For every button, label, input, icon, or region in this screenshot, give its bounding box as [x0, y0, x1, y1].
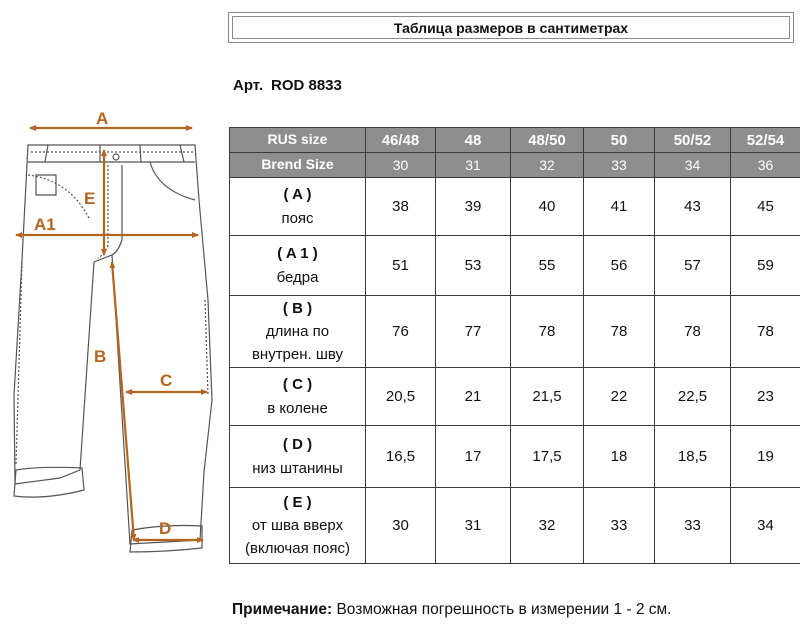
measure-desc: длина по	[265, 322, 330, 340]
value-cell: 57	[655, 236, 731, 296]
rus-size-cell: 50	[584, 128, 655, 153]
measure-desc: (включая пояс)	[245, 540, 350, 558]
measure-label	[230, 488, 366, 564]
brand-size-cell: 31	[436, 153, 511, 178]
value-cell: 18	[584, 426, 655, 488]
measure-desc: от шва вверх	[251, 516, 344, 534]
jeans-diagram	[0, 100, 225, 570]
rus-size-cell: 52/54	[731, 128, 800, 153]
value-cell: 78	[511, 296, 584, 368]
value-cell: 21,5	[511, 368, 584, 426]
value-cell: 78	[731, 296, 800, 368]
measure-code: ( A )	[283, 186, 312, 204]
value-cell: 16,5	[366, 426, 436, 488]
value-cell: 17	[436, 426, 511, 488]
value-cell: 76	[366, 296, 436, 368]
value-cell: 78	[655, 296, 731, 368]
note-label: Примечание:	[232, 601, 333, 618]
label-a: A	[96, 109, 109, 128]
value-cell: 77	[436, 296, 511, 368]
value-cell: 78	[584, 296, 655, 368]
jeans-outline	[14, 145, 212, 552]
value-cell: 17,5	[511, 426, 584, 488]
table-row	[230, 236, 800, 296]
value-cell: 43	[655, 178, 731, 236]
rus-size-cell: 46/48	[366, 128, 436, 153]
value-cell: 53	[436, 236, 511, 296]
table-row	[230, 368, 800, 426]
rus-size-cell: 50/52	[655, 128, 731, 153]
value-cell: 31	[436, 488, 511, 564]
measure-label	[230, 426, 366, 488]
rus-size-label: RUS size	[230, 128, 366, 153]
value-cell: 55	[511, 236, 584, 296]
table-row	[230, 296, 800, 368]
value-cell: 38	[366, 178, 436, 236]
value-cell: 40	[511, 178, 584, 236]
measure-code: ( A 1 )	[277, 245, 318, 263]
measure-desc: пояс	[281, 209, 314, 227]
value-cell: 21	[436, 368, 511, 426]
value-cell: 23	[731, 368, 800, 426]
measure-label	[230, 178, 366, 236]
measure-desc: в колене	[267, 399, 328, 417]
note-text: Возможная погрешность в измерении 1 - 2 см.	[336, 601, 672, 618]
value-cell: 18,5	[655, 426, 731, 488]
measure-label	[230, 296, 366, 368]
value-cell: 32	[511, 488, 584, 564]
value-cell: 30	[366, 488, 436, 564]
value-cell: 33	[655, 488, 731, 564]
brand-size-cell: 30	[366, 153, 436, 178]
brand-size-row	[230, 153, 800, 178]
value-cell: 56	[584, 236, 655, 296]
measurement-lines	[16, 128, 207, 540]
value-cell: 41	[584, 178, 655, 236]
brand-size-cell: 32	[511, 153, 584, 178]
table-row	[230, 488, 800, 564]
value-cell: 34	[731, 488, 800, 564]
value-cell: 20,5	[366, 368, 436, 426]
size-table	[229, 127, 800, 564]
table-row	[230, 426, 800, 488]
rus-size-cell: 48/50	[511, 128, 584, 153]
measure-code: ( C )	[282, 376, 313, 394]
label-a1: A1	[34, 215, 56, 234]
measure-desc: внутрен. шву	[251, 346, 344, 364]
measure-code: ( D )	[282, 436, 313, 454]
table-row	[230, 178, 800, 236]
value-cell: 39	[436, 178, 511, 236]
label-d: D	[159, 519, 172, 538]
label-e: E	[84, 189, 96, 208]
value-cell: 59	[731, 236, 800, 296]
brand-size-cell: 34	[655, 153, 731, 178]
value-cell: 22,5	[655, 368, 731, 426]
value-cell: 33	[584, 488, 655, 564]
brand-size-cell: 36	[731, 153, 800, 178]
label-c: C	[160, 371, 173, 390]
value-cell: 19	[731, 426, 800, 488]
measure-label	[230, 236, 366, 296]
value-cell: 45	[731, 178, 800, 236]
value-cell: 51	[366, 236, 436, 296]
article-code: ROD 8833	[271, 77, 342, 94]
rus-size-cell: 48	[436, 128, 511, 153]
brand-size-cell: 33	[584, 153, 655, 178]
article-label: Арт.	[233, 77, 263, 94]
article-number	[233, 77, 350, 94]
footnote	[232, 601, 672, 619]
page-title: Таблица размеров в сантиметрах	[232, 16, 790, 39]
measure-code: ( E )	[283, 493, 312, 511]
value-cell: 22	[584, 368, 655, 426]
title-box	[228, 12, 794, 43]
brand-size-label: Brend Size	[230, 153, 366, 178]
rus-size-row	[230, 128, 800, 153]
measure-label	[230, 368, 366, 426]
measure-code: ( B )	[282, 299, 313, 317]
label-b: B	[94, 347, 107, 366]
measure-desc: низ штанины	[252, 459, 343, 477]
measure-desc: бедра	[276, 268, 319, 286]
